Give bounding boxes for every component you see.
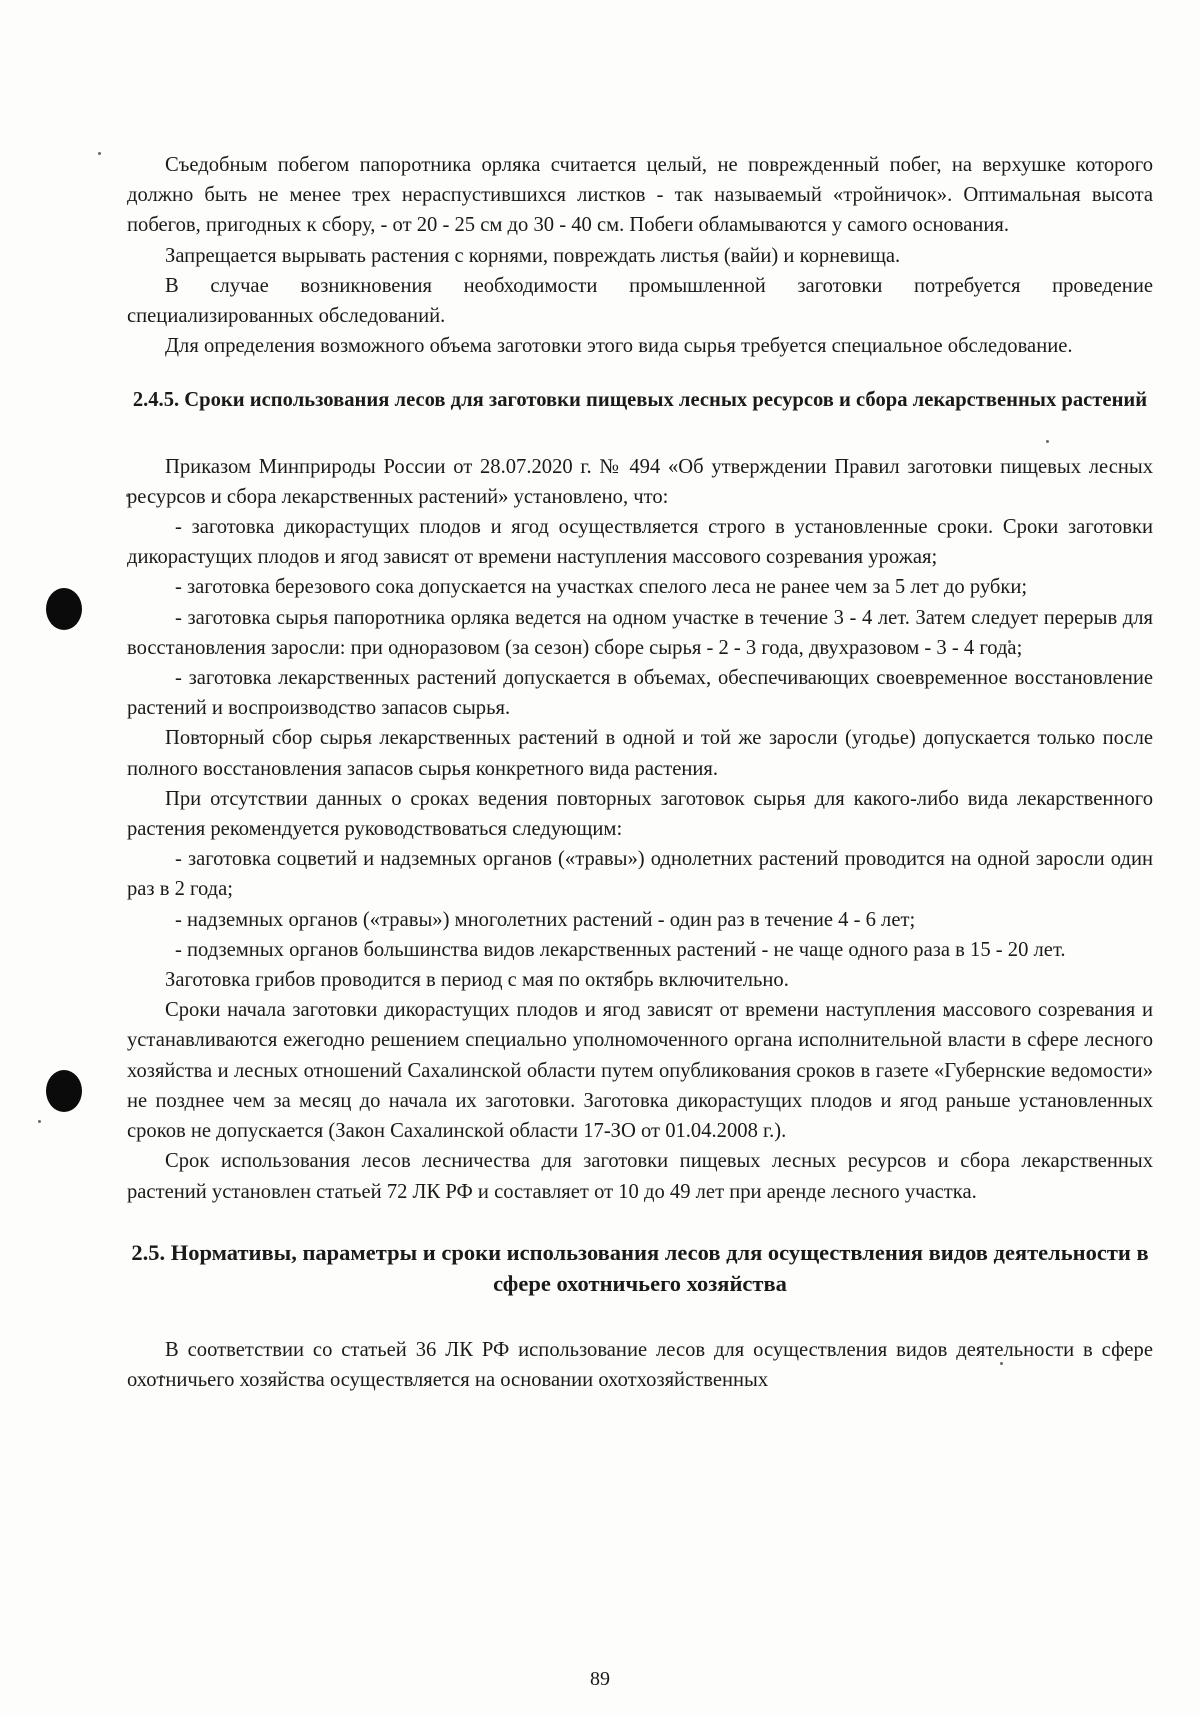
list-item: - заготовка лекарственных растений допускается в объемах, обеспечивающих своевременное восстановление растений и воспроизводство запасов сырья. — [127, 667, 1153, 720]
list-item: - заготовка сырья папоротника орляка ведется на одном участке в течение 3 - 4 лет. Затем следует перерыв для восстановления заросли: при одноразовом (за сезон) сборе сырья - 2 - 3 года, двухразовом - 3 - 4 года; — [127, 606, 1153, 659]
list-item: - надземных органов («травы») многолетних растений - один раз в течение 4 - 6 лет; — [175, 908, 916, 931]
punch-hole-top — [46, 588, 82, 630]
paragraph: Приказом Минприроды России от 28.07.2020 г. № 494 «Об утверждении Правил заготовки пищевых лесных ресурсов и сбора лекарственных растений» установлено, что: — [127, 455, 1153, 508]
list-item: - заготовка соцветий и надземных органов («травы») однолетних растений проводится на одной заросли один раз в 2 года; — [127, 848, 1153, 901]
list-item: - заготовка дикорастущих плодов и ягод осуществляется строго в установленные сроки. Сроки заготовки дикорастущих плодов и ягод зависят от времени наступления массового созревания урожая; — [127, 516, 1153, 569]
paragraph: При отсутствии данных о сроках ведения повторных заготовок сырья для какого-либо вида лекарственного растения рекомендуется руководствоваться следующим: — [127, 787, 1153, 841]
punch-hole-bottom — [46, 1070, 82, 1112]
paragraph: В соответствии со статьей 36 ЛК РФ использование лесов для осуществления видов деятельности в сфере охотничьего хозяйства осуществляется на основании охотхозяйственных — [127, 1338, 1153, 1391]
section-heading-2-5: 2.5. Нормативы, параметры и сроки использования лесов для осуществления видов деятельности в сфере охотничьего хозяйства — [131, 1239, 1149, 1296]
paragraph: Сроки начала заготовки дикорастущих плодов и ягод зависят от времени наступления массового созревания и устанавливаются ежегодно решением специально уполномоченного органа исполнительной власти в сфере лесного хозяйства и лесных отношений Сахалинской области путем опубликования сроков в газете «Губернские ведомости» не позднее чем за месяц до начала их заготовки. Заготовка дикорастущих плодов и ягод раньше установленных сроков не допускается (Закон Сахалинской области 17-ЗО от 01.04.2008 г.). — [127, 999, 1153, 1143]
section-heading-2-4-5: 2.4.5. Сроки использования лесов для заготовки пищевых лесных ресурсов и сбора лекарственных растений — [132, 389, 1148, 412]
paragraph: Повторный сбор сырья лекарственных растений в одной и той же заросли (угодье) допускается только после полного восстановления запасов сырья конкретного вида растения. — [127, 727, 1153, 780]
paragraph: Для определения возможного объема заготовки этого вида сырья требуется специальное обследование. — [165, 335, 1073, 358]
scan-speck — [38, 1120, 41, 1123]
scan-speck — [98, 152, 101, 155]
paragraph: Срок использования лесов лесничества для заготовки пищевых лесных ресурсов и сбора лекарственных растений установлен статьей 72 ЛК РФ и составляет от 10 до 49 лет при аренде лесного участка. — [127, 1150, 1153, 1203]
paragraph: Запрещается вырывать растения с корнями, повреждать листья (вайи) и корневища. — [165, 244, 901, 267]
list-item: - подземных органов большинства видов лекарственных растений - не чаще одного раза в 15 - 20 лет. — [175, 938, 1066, 961]
document-body — [127, 150, 1153, 1395]
list-item: - заготовка березового сока допускается на участках спелого леса не ранее чем за 5 лет до рубки; — [175, 576, 1028, 599]
paragraph: В случае возникновения необходимости промышленной заготовки потребуется проведение специализированных обследований. — [127, 274, 1153, 328]
paragraph: Съедобным побегом папоротника орляка считается целый, не поврежденный побег, на верхушке которого должно быть не менее трех нераспустившихся листков - так называемый «тройничок». Оптимальная высота побегов, пригодных к сбору, - от 20 - 25 см до 30 - 40 см. Побеги обламываются у самого основания. — [127, 154, 1153, 237]
paragraph: Заготовка грибов проводится в период с мая по октябрь включительно. — [165, 969, 789, 992]
page-number: 89 — [590, 1668, 610, 1690]
